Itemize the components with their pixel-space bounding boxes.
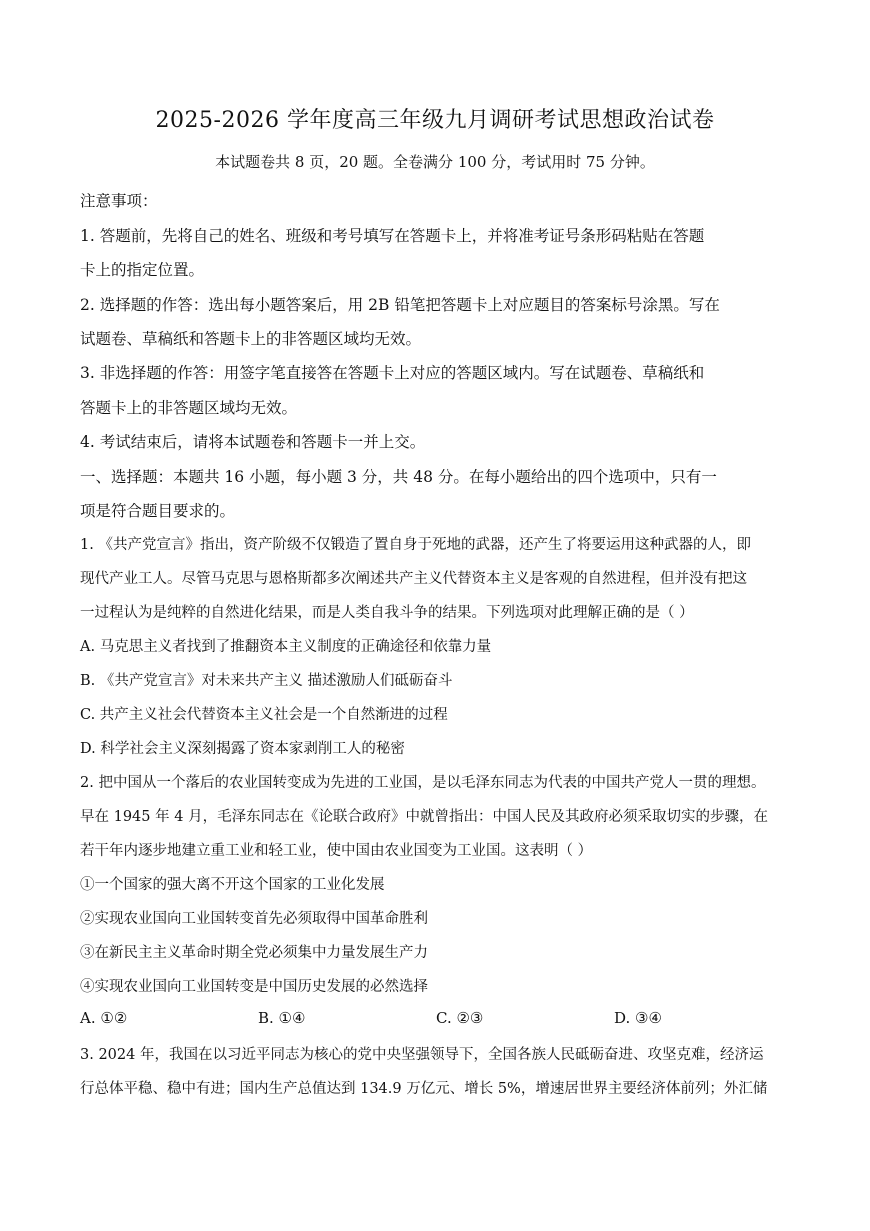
question-2-statement: ①一个国家的强大离不开这个国家的工业化发展 [80, 877, 385, 893]
question-2-option-b: B. ①④ [258, 1009, 306, 1027]
question-3-text: 行总体平稳、稳中有进；国内生产总值达到 134.9 万亿元、增长 5%，增速居世界主要经济体前列；外汇储 [80, 1081, 768, 1097]
question-1-option-b: B. 《共产党宣言》对未来共产主义 描述激励人们砥砺奋斗 [80, 673, 453, 689]
notice-line: 2. 选择题的作答：选出每小题答案后，用 2B 铅笔把答题卡上对应题目的答案标号涂黑。写在 [80, 296, 720, 314]
question-2-statement: ③在新民主主义革命时期全党必须集中力量发展生产力 [80, 945, 428, 961]
notice-line: 试题卷、草稿纸和答题卡上的非答题区域均无效。 [80, 330, 422, 348]
question-1-option-a: A. 马克思主义者找到了推翻资本主义制度的正确途径和依靠力量 [80, 639, 492, 655]
section-heading: 项是符合题目要求的。 [80, 502, 236, 520]
question-2-text: 早在 1945 年 4 月，毛泽东同志在《论联合政府》中就曾指出：中国人民及其政府必须采取切实的步骤，在 [80, 809, 769, 825]
notice-heading: 注意事项： [80, 192, 158, 210]
question-2-statement: ④实现农业国向工业国转变是中国历史发展的必然选择 [80, 979, 428, 995]
notice-line: 4. 考试结束后，请将本试题卷和答题卡一并上交。 [80, 433, 426, 451]
question-2-option-a: A. ①② [80, 1009, 128, 1027]
question-2-option-d: D. ③④ [614, 1009, 662, 1027]
section-heading: 一、选择题：本题共 16 小题，每小题 3 分，共 48 分。在每小题给出的四个选项中，只有一 [80, 468, 717, 486]
question-1-option-c: C. 共产主义社会代替资本主义社会是一个自然渐进的过程 [80, 707, 448, 723]
question-2-option-c: C. ②③ [436, 1009, 484, 1027]
question-1-option-d: D. 科学社会主义深刻揭露了资本家剥削工人的秘密 [80, 741, 405, 757]
notice-line: 答题卡上的非答题区域均无效。 [80, 399, 298, 417]
question-1-text: 现代产业工人。尽管马克思与恩格斯都多次阐述共产主义代替资本主义是客观的自然进程，但并没有把这 [80, 571, 747, 587]
question-3-text: 3. 2024 年，我国在以习近平同志为核心的党中央坚强领导下，全国各族人民砥砺奋进、攻坚克难，经济运 [80, 1047, 764, 1063]
exam-title: 2025-2026 学年度高三年级九月调研考试思想政治试卷 [155, 108, 715, 133]
notice-line: 1. 答题前，先将自己的姓名、班级和考号填写在答题卡上，并将准考证号条形码粘贴在答题 [80, 227, 705, 245]
question-1-text: 1. 《共产党宣言》指出，资产阶级不仅锻造了置自身于死地的武器，还产生了将要运用这种武器的人，即 [80, 537, 751, 553]
notice-line: 卡上的指定位置。 [80, 261, 205, 279]
question-2-text: 2. 把中国从一个落后的农业国转变成为先进的工业国，是以毛泽东同志为代表的中国共产党人一贯的理想。 [80, 775, 766, 791]
question-2-text: 若干年内逐步地建立重工业和轻工业，使中国由农业国变为工业国。这表明（ ） [80, 843, 593, 859]
exam-subtitle: 本试题卷共 8 页，20 题。全卷满分 100 分，考试用时 75 分钟。 [215, 153, 655, 171]
notice-line: 3. 非选择题的作答：用签字笔直接答在答题卡上对应的答题区域内。写在试题卷、草稿纸和 [80, 364, 705, 382]
question-1-text: 一过程认为是纯粹的自然进化结果，而是人类自我斗争的结果。下列选项对此理解正确的是（ ） [80, 605, 694, 621]
question-2-statement: ②实现农业国向工业国转变首先必须取得中国革命胜利 [80, 911, 428, 927]
